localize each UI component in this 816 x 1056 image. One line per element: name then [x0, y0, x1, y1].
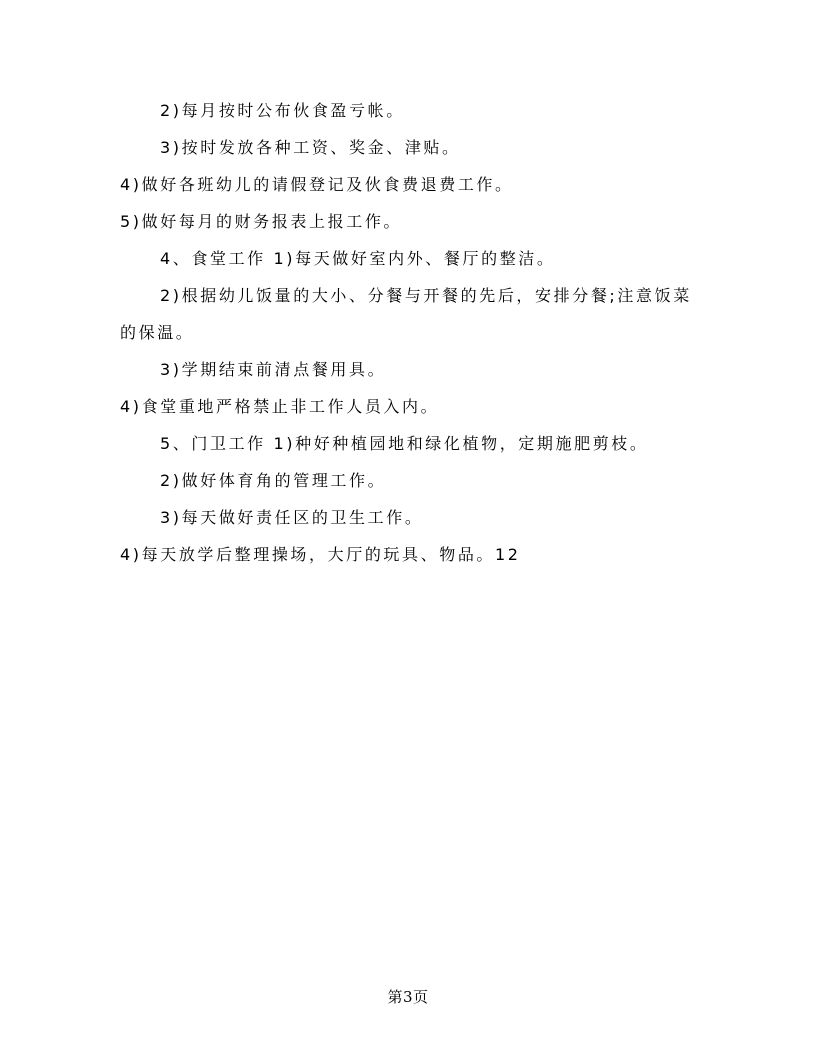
paragraph-line: 3)按时发放各种工资、奖金、津贴。 [160, 138, 461, 157]
paragraph-line: 2)每月按时公布伙食盈亏帐。 [160, 101, 405, 120]
paragraph-line: 2)根据幼儿饭量的大小、分餐与开餐的先后，安排分餐;注意饭菜 [160, 286, 692, 305]
paragraph-line: 4、食堂工作 1)每天做好室内外、餐厅的整洁。 [160, 249, 556, 268]
document-body [120, 92, 700, 573]
paragraph-line: 3)每天做好责任区的卫生工作。 [160, 508, 424, 527]
paragraph-line: 3)学期结束前清点餐用具。 [160, 360, 387, 379]
paragraph-line: 5)做好每月的财务报表上报工作。 [120, 212, 403, 231]
paragraph-line: 4)每天放学后整理操场，大厅的玩具、物品。12 [120, 545, 521, 564]
paragraph-line: 5、门卫工作 1)种好种植园地和绿化植物，定期施肥剪枝。 [160, 434, 649, 453]
page-number: 第3页 [387, 988, 429, 1006]
paragraph-line: 4)做好各班幼儿的请假登记及伙食费退费工作。 [120, 175, 514, 194]
paragraph-line: 2)做好体育角的管理工作。 [160, 471, 387, 490]
paragraph-line: 的保温。 [120, 323, 195, 342]
paragraph-line: 4)食堂重地严格禁止非工作人员入内。 [120, 397, 440, 416]
